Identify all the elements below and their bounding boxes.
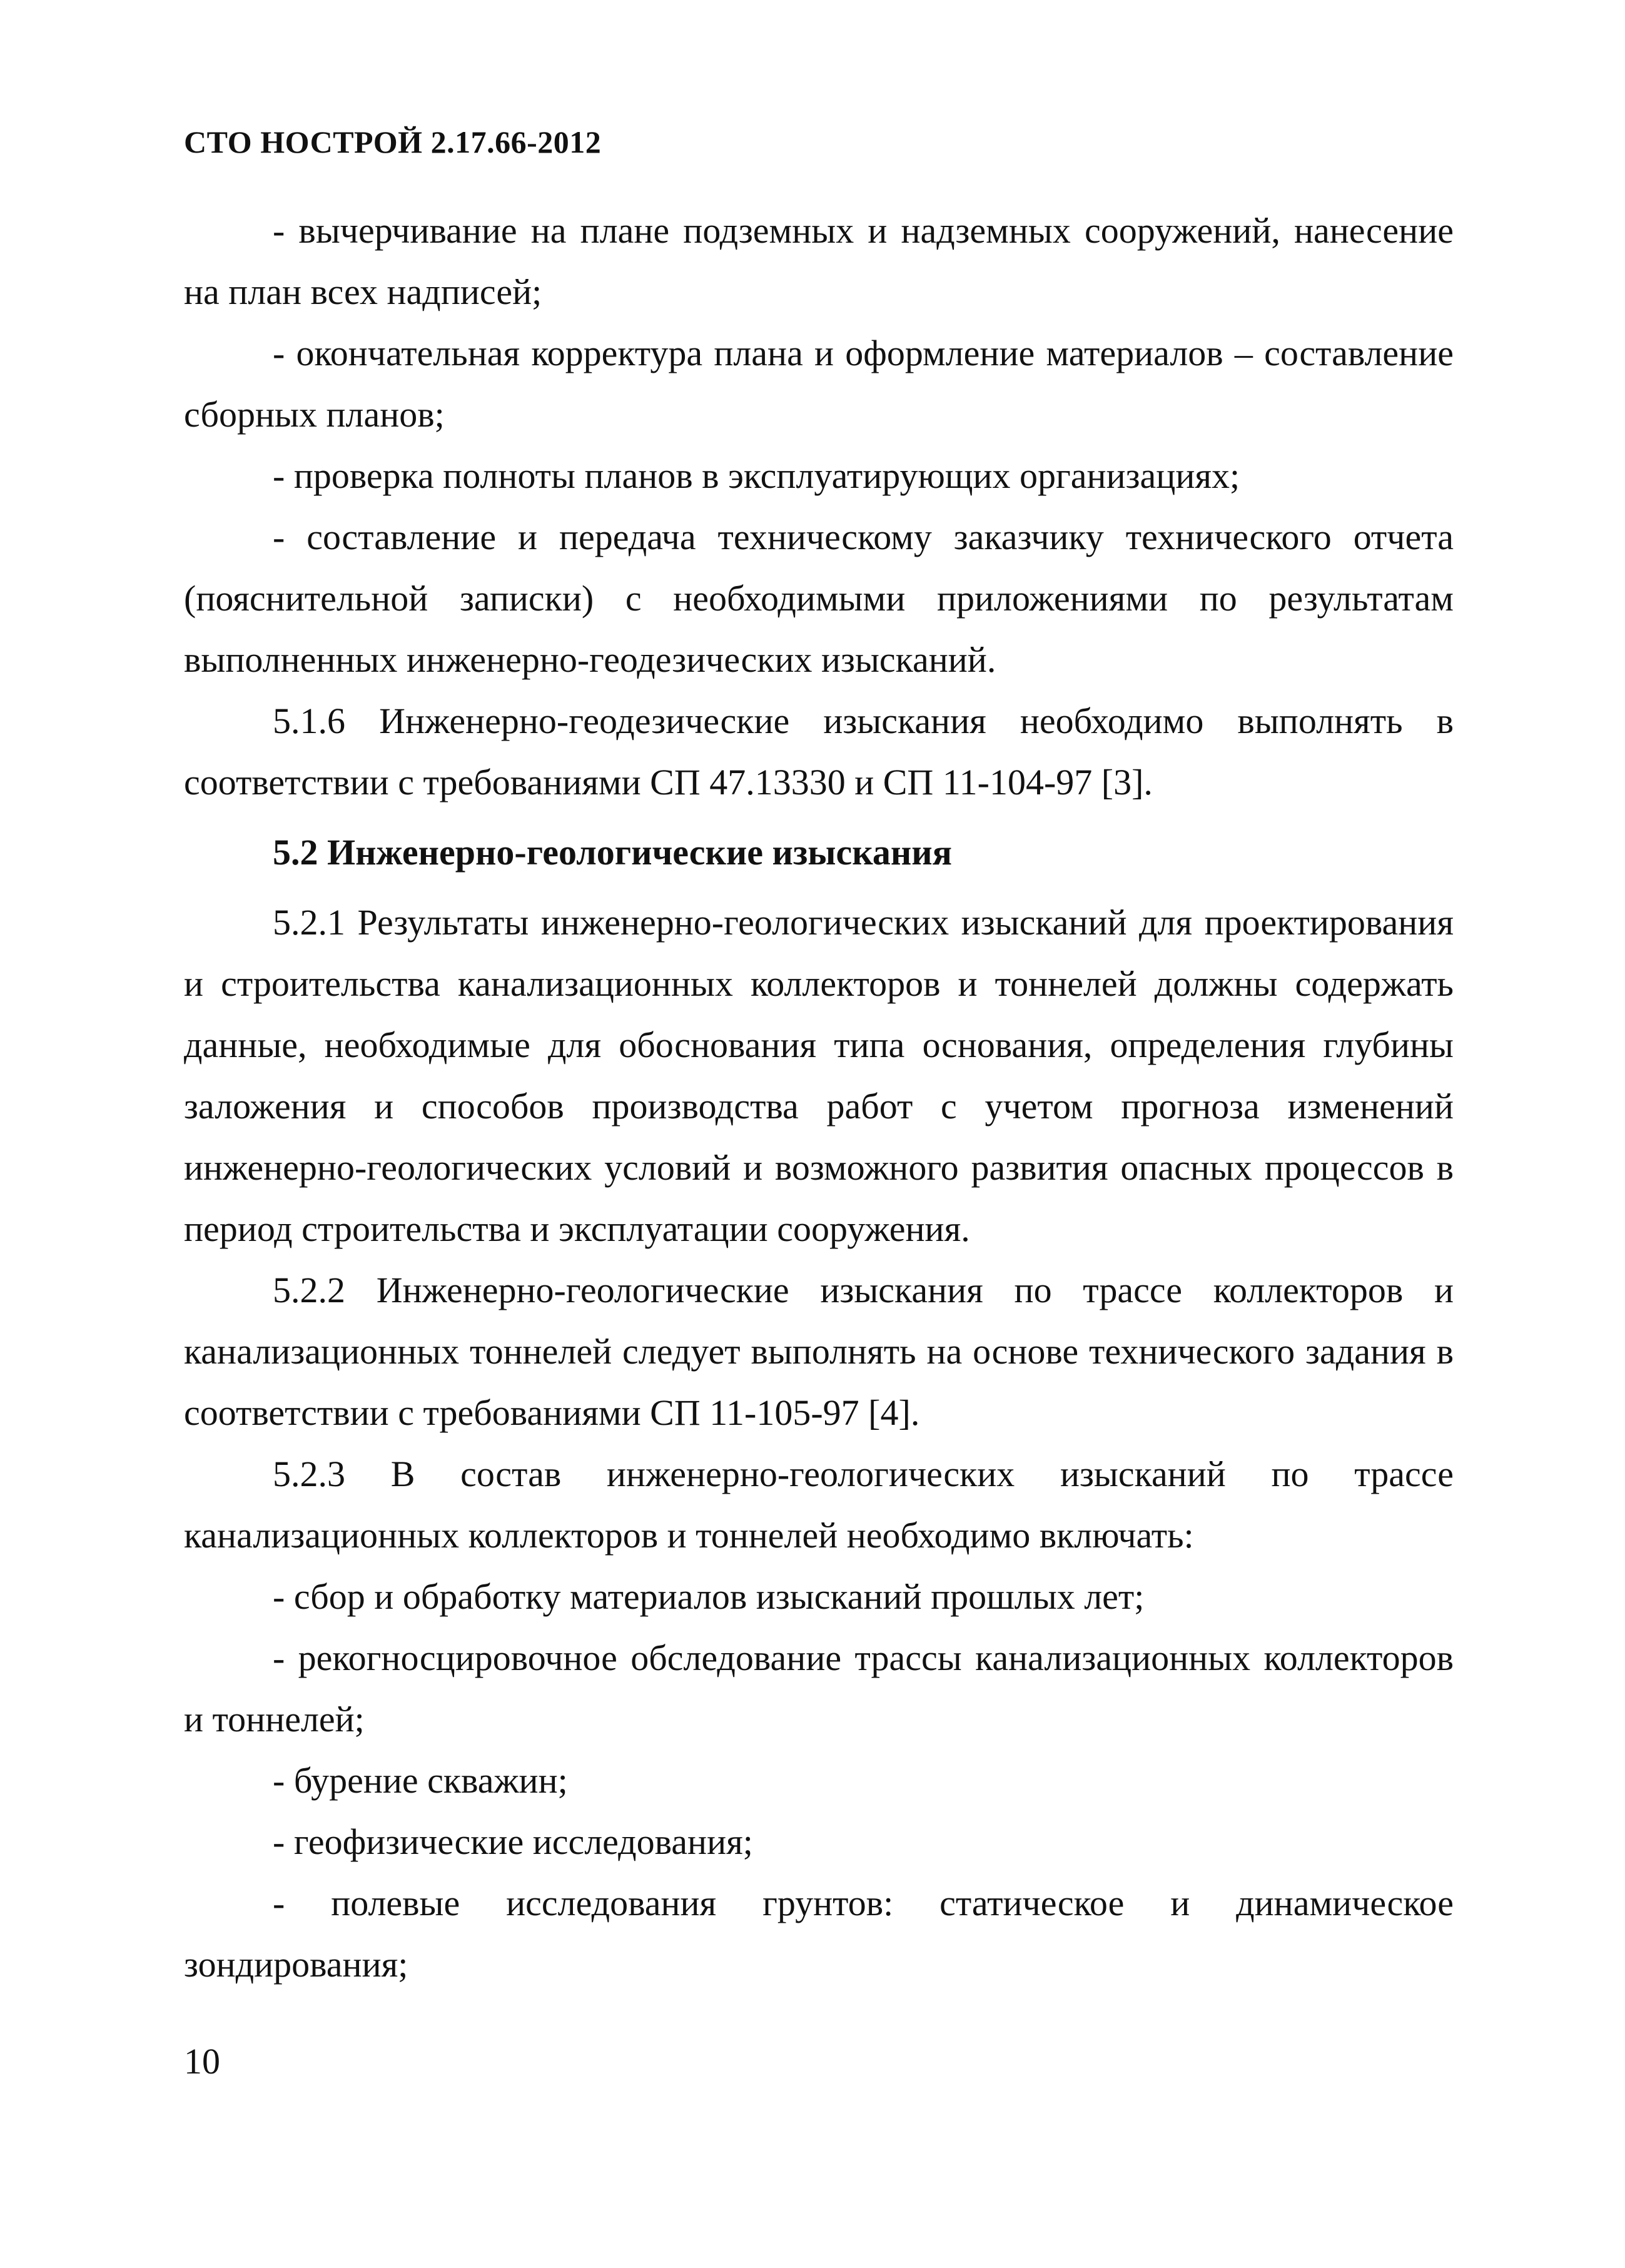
paragraph-bullet-report: - составление и передача техническому заказчику технического отчета (пояснительной записки) с необходимыми приложениями по результатам выполненных инженерно-геодезических изысканий. [184, 517, 1454, 680]
paragraph-5-1-6: 5.1.6 Инженерно-геодезические изыскания необходимо выполнять в соответствии с требованиями СП 47.13330 и СП 11-104-97 [3]. [184, 701, 1454, 802]
paragraph-bullet-field-tests: - полевые исследования грунтов: статическое и динамическое зондирования; [184, 1883, 1454, 1985]
paragraph-bullet-drawing: - вычерчивание на плане подземных и надземных сооружений, нанесение на план всех надписей; [184, 210, 1454, 312]
paragraph-5-2-2: 5.2.2 Инженерно-геологические изыскания по трассе коллекторов и канализационных тоннелей следует выполнять на основе технического задания в соответствии с требованиями СП 11-105-97 [4]. [184, 1270, 1454, 1433]
paragraph-5-2-3: 5.2.3 В состав инженерно-геологических изысканий по трассе канализационных коллекторов и тоннелей необходимо включать: [184, 1454, 1454, 1556]
page-number: 10 [184, 2041, 220, 2082]
paragraph-bullet-survey: - рекогносцировочное обследование трассы канализационных коллекторов и тоннелей; [184, 1638, 1454, 1739]
paragraph-bullet-check: - проверка полноты планов в эксплуатирующих организациях; [273, 455, 1240, 496]
paragraph-bullet-correction: - окончательная корректура плана и оформление материалов – составление сборных планов; [184, 333, 1454, 435]
paragraph-bullet-collection: - сбор и обработку материалов изысканий прошлых лет; [273, 1576, 1145, 1617]
paragraph-bullet-drilling: - бурение скважин; [273, 1760, 568, 1801]
paragraph-5-2-1: 5.2.1 Результаты инженерно-геологических изысканий для проектирования и строительства канализационных коллекторов и тоннелей должны содержать данные, необходимые для обоснования типа основания, определения глубины заложения и способов производства работ с учетом прогноза изменений инженерно-геологических условий и возможного развития опасных процессов в период строительства и эксплуатации сооружения. [184, 902, 1454, 1249]
document-body [184, 200, 1454, 1995]
section-heading-5-2: 5.2 Инженерно-геологические изыскания [273, 832, 953, 873]
document-header: СТО НОСТРОЙ 2.17.66-2012 [184, 124, 602, 159]
paragraph-bullet-geophysics: - геофизические исследования; [273, 1821, 753, 1862]
